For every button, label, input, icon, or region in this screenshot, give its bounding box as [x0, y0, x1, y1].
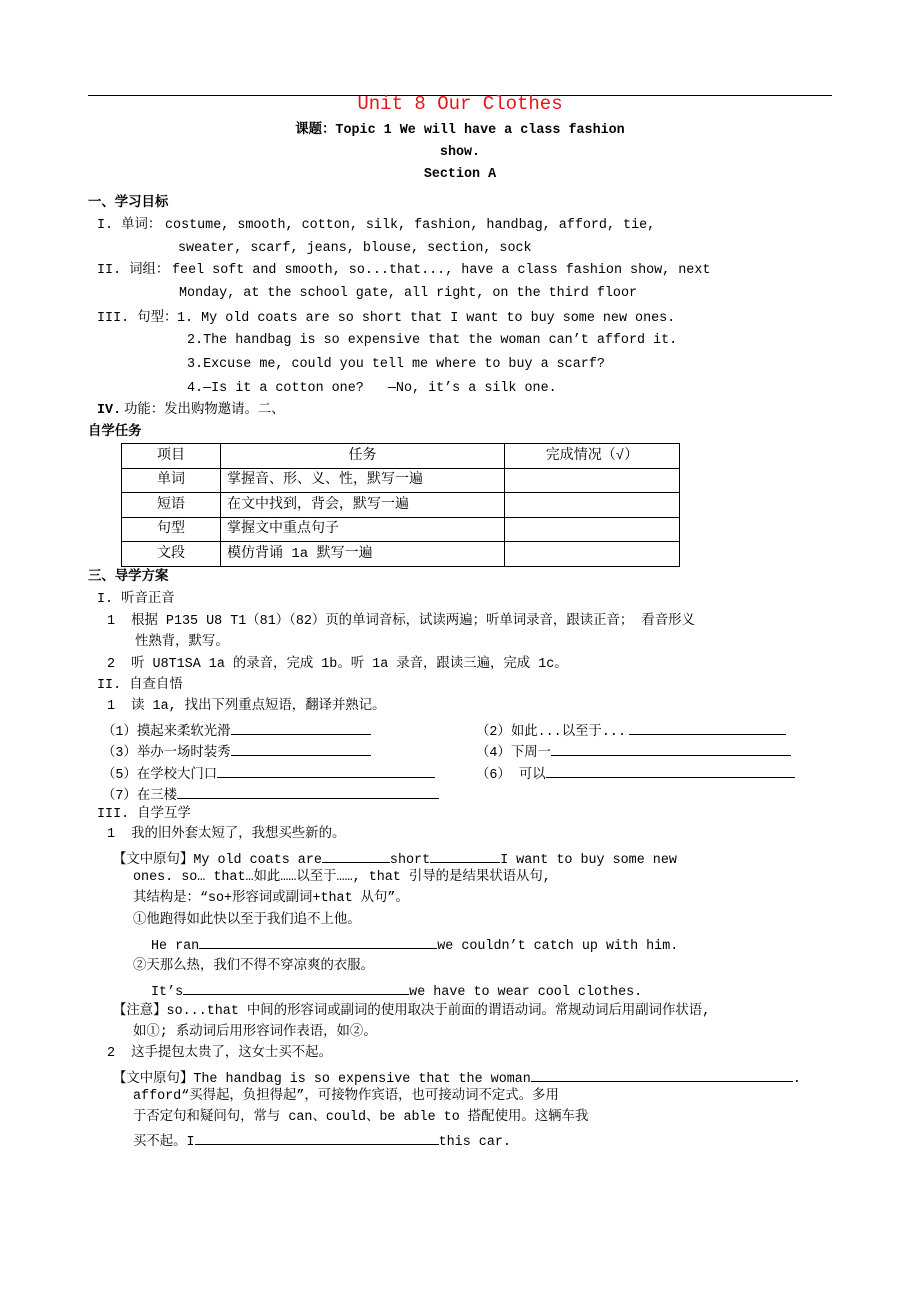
- table-cell: 句型: [122, 517, 221, 542]
- answer-blank[interactable]: [551, 741, 791, 756]
- phrase-prompt: （4）下周一: [476, 746, 551, 761]
- q1-text: 【文中原句】My old coats are: [113, 853, 322, 868]
- sentence-1: 1. My old coats are so short that I want to buy some new ones.: [177, 311, 676, 326]
- phrase-prompt: （5）在学校大门口: [102, 768, 218, 783]
- q1-note-cont: 如①; 系动词后用形容词作表语，如②。: [133, 1025, 377, 1040]
- phrase-line-1: feel soft and smooth, so...that..., have a class fashion show, next: [172, 263, 711, 278]
- completion-cell[interactable]: [505, 542, 680, 567]
- answer-blank[interactable]: [231, 741, 371, 756]
- topic-line-1: 课题：Topic 1 We will have a class fashion: [295, 123, 625, 138]
- task-table: [121, 443, 680, 567]
- unit-title: Unit 8 Our Clothes: [357, 93, 563, 115]
- listening-item-1: 1 根据 P135 U8 T1（81）（82）页的单词音标，试读两遍；听单词录音，跟读正音； 看音形义: [107, 614, 695, 629]
- q2-explain-1: afford“买得起，负担得起”，可接物作宾语，也可接动词不定式。多用: [133, 1089, 559, 1104]
- phrase-prompt: （6） 可以: [476, 768, 546, 783]
- phrase-blank-4: [476, 741, 791, 763]
- phrase-blank-6: [476, 763, 795, 785]
- q1-text: He ran: [151, 939, 200, 954]
- heading-goals: 一、学习目标: [88, 196, 169, 211]
- listening-item-1-cont: 性熟背，默写。: [135, 635, 229, 650]
- q1-explain-2: 其结构是：“so+形容词或副词+that 从句”。: [133, 891, 409, 906]
- answer-blank[interactable]: [322, 848, 390, 863]
- q1-text: short: [389, 853, 431, 868]
- completion-cell[interactable]: [505, 468, 680, 493]
- phrase-prompt: （3）举办一场时装秀: [102, 746, 231, 761]
- table-cell: 文段: [122, 542, 221, 567]
- table-header-row: [122, 444, 680, 469]
- vocab-line-1: costume, smooth, cotton, silk, fashion, handbag, afford, tie,: [165, 218, 656, 233]
- q1-example-2: ②天那么热，我们不得不穿凉爽的衣服。: [133, 959, 375, 974]
- function-label: IV.: [97, 403, 122, 418]
- answer-blank[interactable]: [177, 784, 439, 799]
- table-cell: 模仿背诵 1a 默写一遍: [221, 542, 505, 567]
- table-header: 项目: [122, 444, 221, 469]
- phrase-blank-1: [102, 720, 371, 742]
- table-cell: 短语: [122, 493, 221, 518]
- q1-example-1-answer: [151, 934, 678, 956]
- q2-text: this car.: [438, 1135, 511, 1150]
- q2-explain-2: 于否定句和疑问句，常与 can、could、be able to 搭配使用。这辆车我: [133, 1110, 589, 1125]
- q2-original: [113, 1067, 801, 1089]
- heading-tasks: 自学任务: [88, 425, 142, 440]
- table-cell: 单词: [122, 468, 221, 493]
- section-label: Section A: [423, 167, 497, 182]
- sentence-4: 4.—Is it a cotton one? —No, it’s a silk one.: [187, 381, 557, 396]
- question-2: 2 这手提包太贵了，这女士买不起。: [107, 1046, 332, 1061]
- answer-blank[interactable]: [217, 763, 435, 778]
- q2-answer: [133, 1130, 511, 1152]
- phrase-blank-2: [358, 720, 665, 742]
- phrase-blank-5: [102, 763, 435, 785]
- q2-text: 【文中原句】The handbag is so expensive that the woman: [113, 1072, 531, 1087]
- table-cell: 掌握文中重点句子: [221, 517, 505, 542]
- q1-text: It’s: [151, 985, 184, 1000]
- q1-text: we have to wear cool clothes.: [409, 985, 643, 1000]
- heading-plan: 三、导学方案: [88, 570, 169, 585]
- q1-text: we couldn’t catch up with him.: [437, 939, 679, 954]
- sentence-3: 3.Excuse me, could you tell me where to buy a scarf?: [187, 357, 605, 372]
- vocab-label: I. 单词：: [97, 218, 162, 233]
- function-text: 功能：发出购物邀请。二、: [124, 403, 285, 418]
- phrase-prompt: （7）在三楼: [102, 789, 177, 804]
- self-check-heading: II. 自查自悟: [97, 678, 183, 693]
- answer-blank[interactable]: [546, 763, 795, 778]
- table-header: 完成情况（√）: [505, 444, 680, 469]
- sentence-label: III. 句型：: [97, 311, 178, 326]
- question-1: 1 我的旧外套太短了，我想买些新的。: [107, 827, 346, 842]
- table-row: [122, 542, 680, 567]
- answer-blank[interactable]: [430, 848, 500, 863]
- q2-text: 买不起。I: [133, 1135, 195, 1150]
- answer-blank[interactable]: [195, 1130, 439, 1145]
- sentence-2: 2.The handbag is so expensive that the woman can’t afford it.: [187, 333, 678, 348]
- listening-item-2: 2 听 U8T1SA 1a 的录音，完成 1b。听 1a 录音，跟读三遍，完成 1c。: [107, 657, 568, 672]
- answer-blank[interactable]: [183, 980, 409, 995]
- q1-example-1: ①他跑得如此快以至于我们追不上他。: [133, 913, 361, 928]
- table-cell: 在文中找到，背会，默写一遍: [221, 493, 505, 518]
- self-check-item-1: 1 读 1a, 找出下列重点短语，翻译并熟记。: [107, 699, 386, 714]
- answer-blank[interactable]: [531, 1067, 793, 1082]
- completion-cell[interactable]: [505, 493, 680, 518]
- table-row: [122, 517, 680, 542]
- answer-blank[interactable]: [629, 720, 786, 735]
- q1-example-2-answer: [151, 980, 642, 1002]
- mutual-study-heading: III. 自学互学: [97, 807, 191, 822]
- q2-text: .: [792, 1072, 801, 1087]
- q1-original: [113, 848, 677, 870]
- phrase-prompt: （2）如此...以至于...: [476, 725, 626, 740]
- table-row: [122, 468, 680, 493]
- answer-blank[interactable]: [199, 934, 437, 949]
- vocab-line-2: sweater, scarf, jeans, blouse, section, sock: [178, 241, 532, 256]
- phrase-label: II. 词组：: [97, 263, 170, 278]
- answer-blank[interactable]: [231, 720, 371, 735]
- table-header: 任务: [221, 444, 505, 469]
- phrase-blank-3: [102, 741, 371, 763]
- topic-line-2: show.: [439, 145, 481, 160]
- q1-note: 【注意】so...that 中间的形容词或副词的使用取决于前面的谓语动词。常规动词后用副词作状语,: [113, 1004, 711, 1019]
- completion-cell[interactable]: [505, 517, 680, 542]
- q1-explain-1: ones. so… that…如此……以至于……, that 引导的是结果状语从句,: [133, 870, 551, 885]
- phrase-blank-7: [102, 784, 439, 806]
- phrase-line-2: Monday, at the school gate, all right, on the third floor: [179, 286, 638, 301]
- table-row: [122, 493, 680, 518]
- q1-text: I want to buy some new: [500, 853, 677, 868]
- listening-heading: I. 听音正音: [97, 592, 175, 607]
- table-cell: 掌握音、形、义、性，默写一遍: [221, 468, 505, 493]
- phrase-prompt: （1）摸起来柔软光滑: [102, 725, 231, 740]
